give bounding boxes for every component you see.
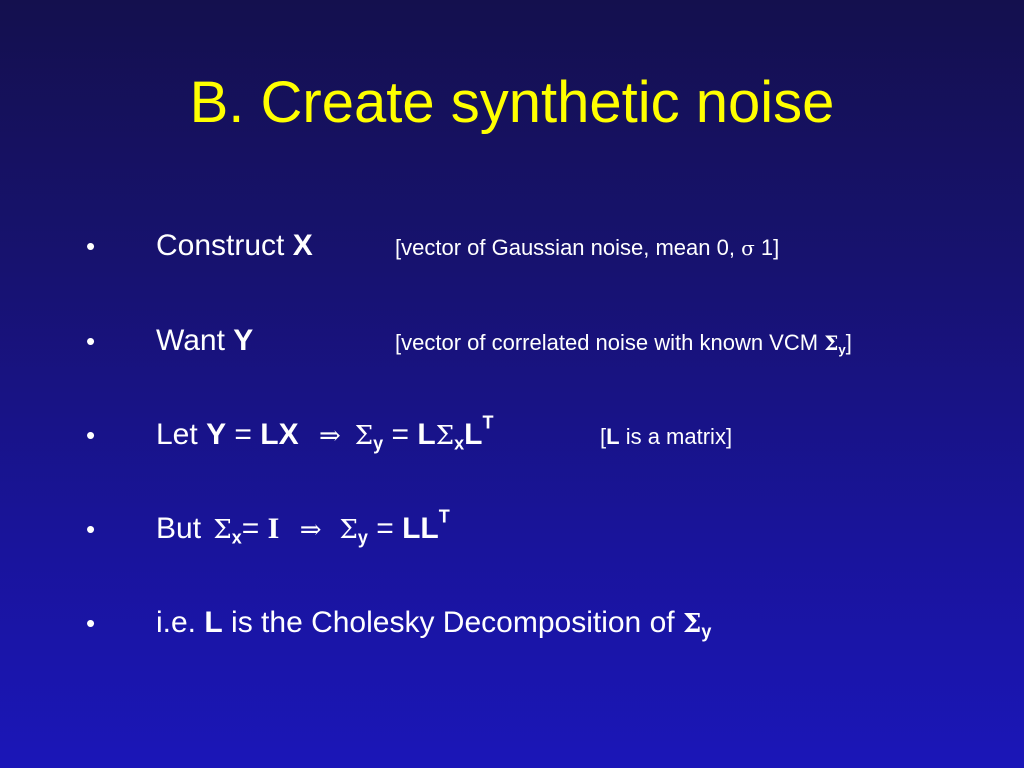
sigma-symbol: Σ	[824, 331, 839, 355]
bullet-note	[395, 323, 852, 363]
implies-arrow: ⇒	[299, 515, 322, 545]
note-text: [	[600, 424, 607, 449]
note-text: [vector of correlated noise with known VCM	[395, 330, 819, 355]
slide-title: B. Create synthetic noise	[189, 70, 835, 135]
bold-variable: L	[606, 424, 620, 449]
bullet-main-text	[156, 603, 711, 644]
subscript: y	[357, 527, 368, 548]
superscript: T	[482, 412, 494, 433]
bullet-label: Let	[156, 418, 198, 451]
sigma-symbol: σ	[741, 236, 755, 260]
bullet-want-y	[0, 321, 1024, 371]
bullet-cholesky	[0, 603, 1024, 653]
superscript: T	[438, 506, 450, 527]
bold-variable: LX	[260, 418, 299, 451]
bullet-label: Construct	[156, 229, 285, 262]
identity-matrix-symbol: I	[267, 512, 280, 545]
note-text-end: 1]	[760, 235, 780, 260]
sigma-symbol: Σ	[435, 421, 455, 451]
equals-sign: =	[391, 418, 410, 451]
bullet-let-y-equals-lx	[0, 412, 1024, 465]
equals-sign: =	[376, 512, 394, 545]
bullet-note	[600, 417, 732, 457]
sigma-symbol: Σ	[682, 609, 702, 639]
note-text: [vector of Gaussian noise, mean 0,	[395, 235, 735, 260]
bullet-point: •	[86, 608, 96, 638]
bullet-main-text	[156, 412, 494, 456]
bullet-point: •	[86, 420, 96, 450]
bold-variable: L	[417, 418, 436, 451]
subscript: x	[231, 527, 242, 548]
bullet-main-text	[156, 321, 253, 361]
bullet-main-text	[156, 226, 313, 266]
bold-variable: L	[464, 418, 483, 451]
bold-variable: LL	[402, 512, 439, 545]
bullet-note	[395, 228, 779, 268]
bullet-label: But	[156, 512, 202, 545]
bullet-construct-x	[0, 226, 1024, 276]
bold-variable: X	[292, 229, 313, 262]
bullet-main-text	[156, 506, 450, 550]
bullet-point: •	[86, 326, 96, 356]
bullet-point: •	[86, 514, 96, 544]
sigma-symbol: Σ	[354, 421, 374, 451]
bold-variable: Y	[206, 418, 227, 451]
bullet-point: •	[86, 231, 96, 261]
note-text-end: ]	[845, 330, 852, 355]
bold-variable: Y	[233, 324, 254, 357]
bullet-label: i.e.	[156, 606, 197, 639]
sigma-symbol: Σ	[213, 515, 232, 545]
equals-sign: =	[234, 418, 252, 451]
subscript: y	[373, 433, 384, 454]
bold-variable: L	[204, 606, 223, 639]
bullet-rest-text: is the Cholesky Decomposition of	[231, 606, 675, 639]
subscript: x	[454, 433, 465, 454]
bullet-label: Want	[156, 324, 225, 357]
note-text-end: is a matrix]	[625, 424, 733, 449]
implies-arrow: ⇒	[318, 421, 341, 451]
subscript: y	[838, 341, 846, 357]
equals-sign: =	[241, 512, 260, 545]
bullet-but-identity	[0, 506, 1024, 559]
subscript: y	[701, 621, 712, 642]
sigma-symbol: Σ	[339, 515, 358, 545]
